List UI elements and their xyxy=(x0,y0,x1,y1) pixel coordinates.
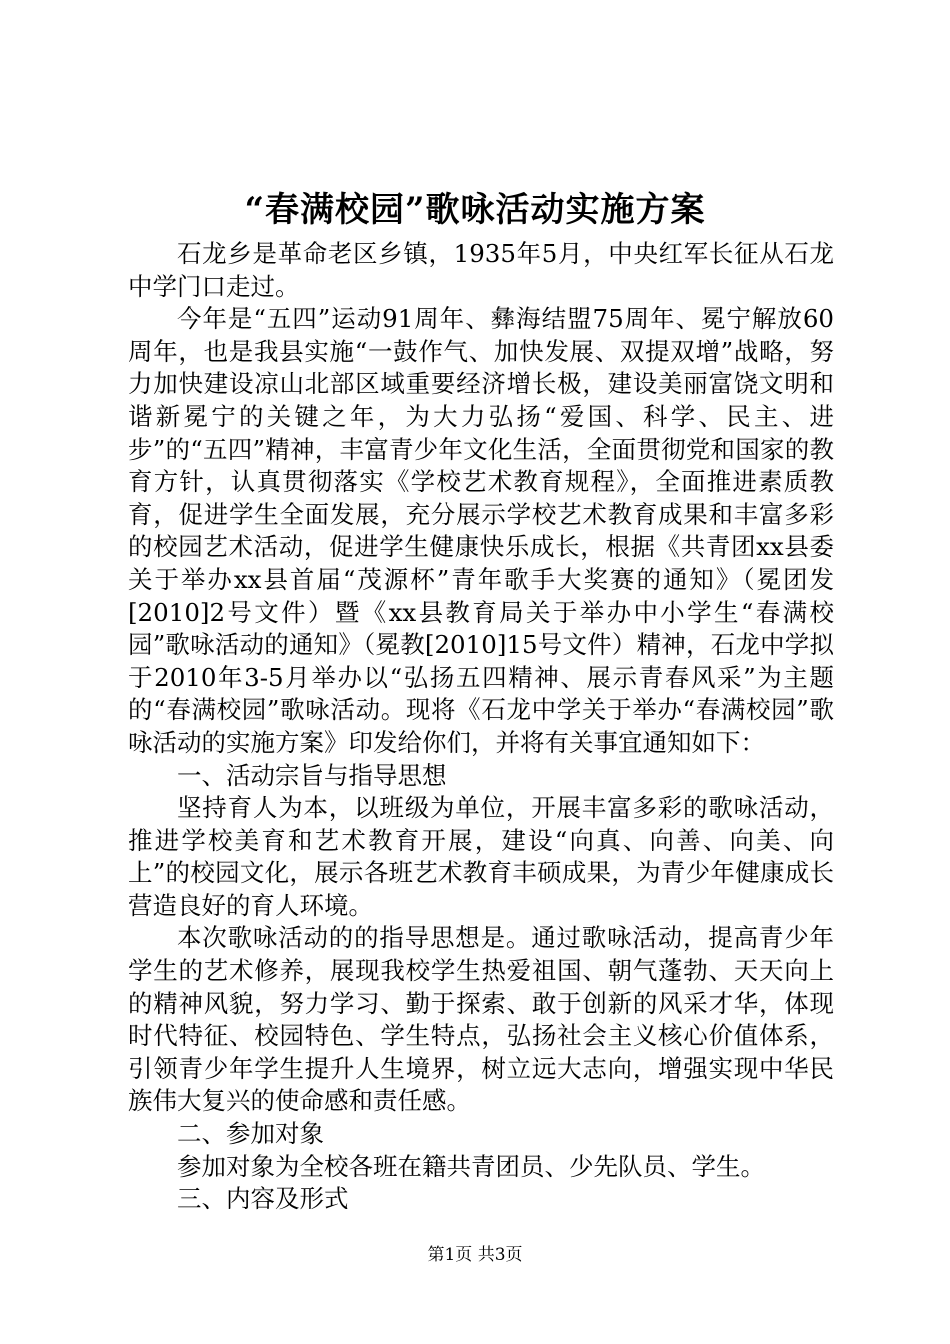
document-title: “春满校园”歌咏活动实施方案 xyxy=(244,190,706,230)
section-heading-participants: 二、参加对象 xyxy=(177,1119,324,1149)
paragraph-participants: 参加对象为全校各班在籍共青团员、少先队员、学生。 xyxy=(177,1151,765,1181)
document-body xyxy=(128,238,834,1216)
paragraph-guiding-thought: 本次歌咏活动的的指导思想是。通过歌咏活动，提高青少年学生的艺术修养，展现我校学生热爱祖国、朝气蓬勃、天天向上的精神风貌，努力学习、勤于探索、敢于创新的风采才华，体现时代特征、校园特色、学生特点，弘扬社会主义核心价值体系，引领青少年学生提升人生境界，树立远大志向，增强实现中华民族伟大复兴的使命感和责任感。 xyxy=(128,923,834,1116)
paragraph-background: 今年是“五四”运动91周年、彝海结盟75周年、冕宁解放60周年，也是我县实施“一鼓作气、加快发展、双提双增”战略，努力加快建设凉山北部区域重要经济增长极，建设美丽富饶文明和谐新冕宁的关键之年，为大力弘扬“爱国、科学、民主、进步”的“五四”精神，丰富青少年文化生活，全面贯彻党和国家的教育方针，认真贯彻落实《学校艺术教育规程》，全面推进素质教育，促进学生全面发展，充分展示学校艺术教育成果和丰富多彩的校园艺术活动，促进学生健康快乐成长，根据《共青团xx县委关于举办xx县首届“茂源杯”青年歌手大奖赛的通知》（冕团发[2010]2号文件）暨《xx县教育局关于举办中小学生“春满校园”歌咏活动的通知》（冕教[2010]15号文件）精神，石龙中学拟于2010年3-5月举办以“弘扬五四精神、展示青春风采”为主题的“春满校园”歌咏活动。现将《石龙中学关于举办“春满校园”歌咏活动的实施方案》印发给你们，并将有关事宜通知如下： xyxy=(128,304,834,757)
page-footer: 第1页 共3页 xyxy=(427,1245,523,1265)
paragraph-intro: 石龙乡是革命老区乡镇，1935年5月，中央红军长征从石龙中学门口走过。 xyxy=(128,239,834,301)
paragraph-purpose: 坚持育人为本，以班级为单位，开展丰富多彩的歌咏活动，推进学校美育和艺术教育开展，建设“向真、向善、向美、向上”的校园文化，展示各班艺术教育丰硕成果，为青少年健康成长营造良好的育人环境。 xyxy=(128,793,834,920)
section-heading-purpose: 一、活动宗旨与指导思想 xyxy=(177,760,447,790)
section-heading-content: 三、内容及形式 xyxy=(177,1184,349,1214)
